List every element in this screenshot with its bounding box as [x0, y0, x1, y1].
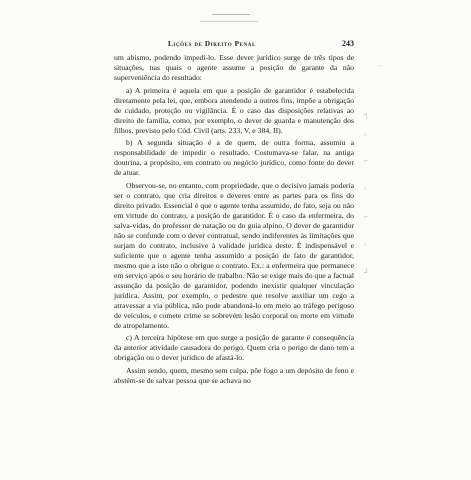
paragraph: a) A primeira é aquela em que a posição de garantidor é estabelecida diretamente pela lei, que, embora atendendo a outros fins, impõe a obrigação de cuidado, proteção ou vigilância. É o caso das disposições relativas ao direito de família, como, por exemplo, o dever de guarda e manutenção dos filhos, previsto pelo Cód. Civil (arts. 233, V, e 384, II).	[114, 85, 354, 135]
paragraph: Observou-se, no entanto, com propriedade, que o decisivo jamais poderia ser o contrato, que cria direitos e deveres entre as partes para os fins do direito privado. Essencial é que o agente tenha assumido, de fato, seja ou não em virtude do contrato, a posição de garantidor. É o caso da enfermeira, do salva-vidas, do professor de natação ou do guia alpino. O dever de garantidor não se confunde com o dever contratual, sendo indiferentes às limitações que surjam do contrato, inclusive à validade jurídica deste. É indispensável e suficiente que o agente tenha assumido a posição de fato de garantidor, mesmo que a isto não o obrigue o contrato. Ex.: a enfermeira que permanece em serviço após o seu horário de trabalho. Não se exige mais do que a factual assunção da posição de garantidor, podendo inexistir qualquer vinculação jurídica. Assim, por exemplo, o pedestre que resolve auxiliar um cego a atravessar a via pública, não pode abandoná-lo em meio ao tráfego perigoso de veículos, e comete crime se sobrevém lesão corporal ou morte em virtude de atropelamento.	[114, 180, 354, 330]
margin-watermark	[362, 110, 374, 300]
watermark-glyph: ⌐	[364, 156, 369, 165]
page-number: 243	[342, 39, 354, 48]
running-title: Lições de Direito Penal	[168, 40, 256, 48]
page-header	[168, 40, 354, 52]
paragraph: c) A terceira hipótese em que surge a posição de garante é consequência da anterior atividade causadora do perigo. Quem cria o perigo de dano tem a obrigação ou o dever jurídico de afastá-lo.	[114, 333, 354, 362]
watermark-glyph: ┐	[364, 110, 370, 119]
scan-artifact-line	[212, 14, 250, 15]
scan-artifact-line	[200, 21, 258, 22]
watermark-glyph: ◦	[364, 130, 367, 139]
watermark-glyph: ◦	[364, 240, 367, 249]
watermark-glyph: ┘	[364, 268, 370, 277]
paragraph: um abismo, podendo impedi-lo. Esse dever jurídico surge de três tipos de situações, nas quais o agente assume a posição de garante da não superveniência do resultado:	[114, 53, 354, 82]
body-text	[114, 53, 354, 388]
scan-corner-mark: ˏ	[378, 56, 382, 67]
paragraph: Assim sendo, quem, mesmo sem culpa, põe fogo a um depósito de feno e abstém-se de salvar pessoa que se achava no	[114, 365, 354, 385]
watermark-glyph: ⌐	[364, 212, 369, 221]
watermark-glyph: ◦	[364, 184, 367, 193]
paragraph: b) A segunda situação é a de quem, de outra forma, assumiu a responsabilidade de impedir o resultado. Costumava-se falar, na antiga doutrina, a propósito, em contrato ou negócio jurídico, como fonte do dever de atuar.	[114, 138, 354, 177]
